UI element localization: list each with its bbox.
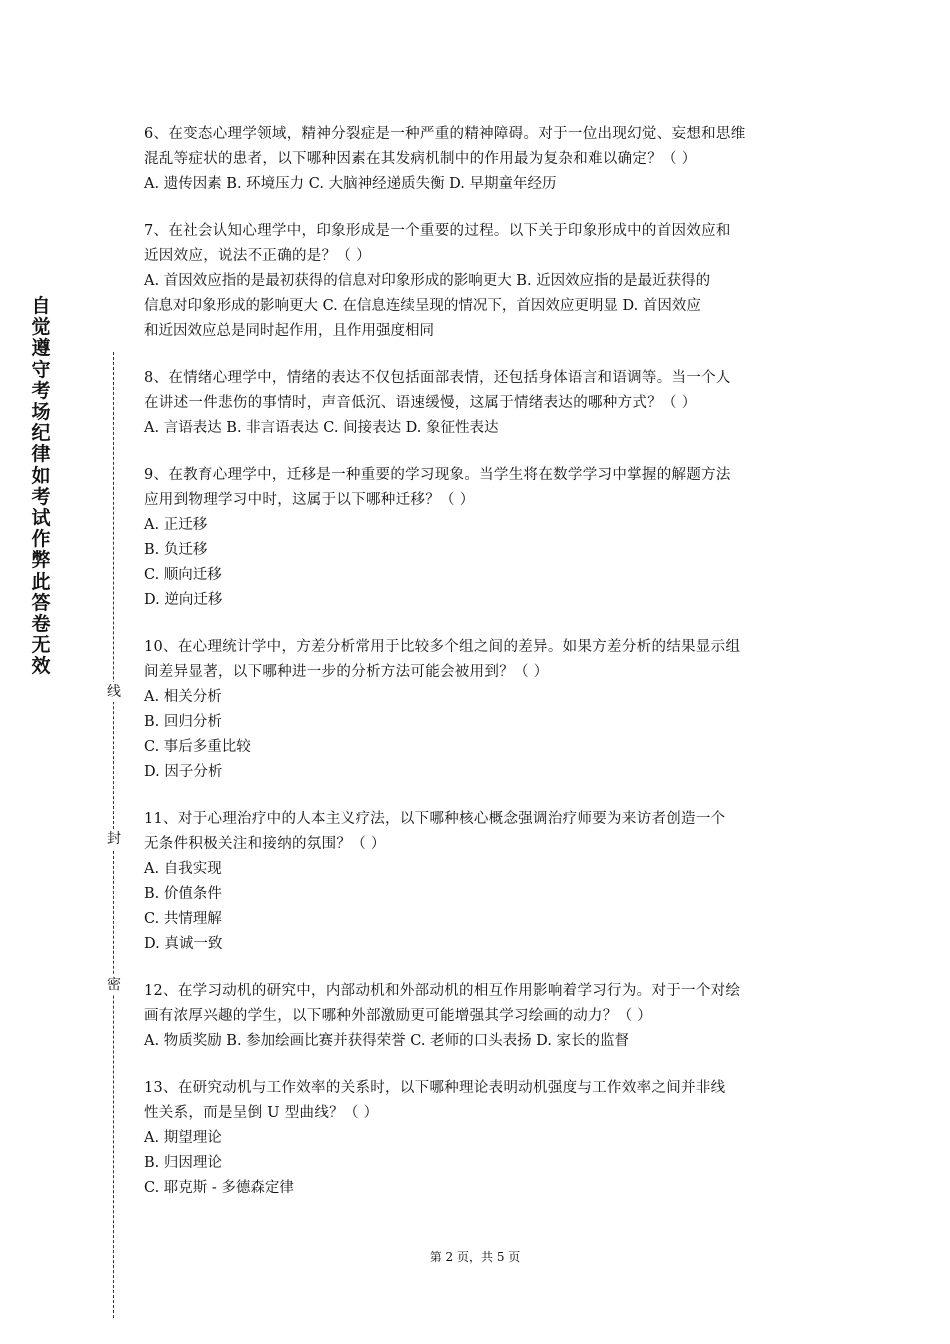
question-option-line: C. 事后多重比较: [144, 739, 251, 755]
binding-mark-line: 线: [104, 682, 124, 702]
question-stem-line: 混乱等症状的患者，以下哪种因素在其发病机制中的作用最为复杂和难以确定？（ ）: [144, 151, 697, 167]
question-option-line: 和近因效应总是同时起作用，且作用强度相同: [144, 323, 434, 339]
question-option-line: 信息对印象形成的影响更大 C. 在信息连续呈现的情况下，首因效应更明显 D. 首因效应: [144, 298, 701, 314]
question-stem-line: 应用到物理学习中时，这属于以下哪种迁移？（ ）: [144, 492, 475, 508]
question-stem-line: 性关系，而是呈倒 U 型曲线？（ ）: [144, 1105, 379, 1121]
question-option-line: A. 自我实现: [144, 861, 222, 877]
question-option-line: B. 归因理论: [144, 1155, 222, 1171]
question-option-line: D. 因子分析: [144, 764, 223, 780]
question-option-line: A. 期望理论: [144, 1130, 222, 1146]
question-stem-line: 13、在研究动机与工作效率的关系时，以下哪种理论表明动机强度与工作效率之间并非线: [144, 1080, 726, 1096]
question-option-line: C. 顺向迁移: [144, 567, 222, 583]
question-9: [144, 463, 814, 613]
question-10: [144, 635, 814, 785]
question-stem-line: 画有浓厚兴趣的学生，以下哪种外部激励更可能增强其学习绘画的动力？（ ）: [144, 1008, 653, 1024]
question-stem-line: 间差异显著，以下哪种进一步的分析方法可能会被用到？（ ）: [144, 664, 549, 680]
question-option-line: B. 回归分析: [144, 714, 222, 730]
question-option-line: A. 相关分析: [144, 689, 222, 705]
question-option-line: C. 共情理解: [144, 911, 222, 927]
question-stem-line: 12、在学习动机的研究中，内部动机和外部动机的相互作用影响着学习行为。对于一个对绘: [144, 983, 741, 999]
question-option-line: B. 负迁移: [144, 542, 208, 558]
page-number-footer: 第 2 页，共 5 页: [429, 1250, 521, 1264]
question-option-line: A. 正迁移: [144, 517, 208, 533]
question-option-line: A. 首因效应指的是最初获得的信息对印象形成的影响更大 B. 近因效应指的是最近获得的: [144, 273, 711, 289]
question-stem-line: 7、在社会认知心理学中，印象形成是一个重要的过程。以下关于印象形成中的首因效应和: [144, 223, 731, 239]
question-list: [144, 122, 814, 1223]
question-6: [144, 122, 814, 197]
question-stem-line: 无条件积极关注和接纳的氛围？（ ）: [144, 836, 386, 852]
question-option-line: B. 价值条件: [144, 886, 222, 902]
question-stem-line: 8、在情绪心理学中，情绪的表达不仅包括面部表情，还包括身体语言和语调等。当一个人: [144, 370, 731, 386]
question-12: [144, 979, 814, 1054]
question-option-line: A. 遗传因素 B. 环境压力 C. 大脑神经递质失衡 D. 早期童年经历: [144, 176, 557, 192]
question-7: [144, 219, 814, 344]
question-13: [144, 1076, 814, 1201]
binding-mark-seal: 封: [104, 829, 124, 849]
question-11: [144, 807, 814, 957]
question-8: [144, 366, 814, 441]
question-option-line: C. 耶克斯 - 多德森定律: [144, 1180, 294, 1196]
question-option-line: D. 逆向迁移: [144, 592, 223, 608]
question-option-line: D. 真诚一致: [144, 936, 223, 952]
binding-mark-secret: 密: [104, 975, 124, 995]
question-option-line: A. 言语表达 B. 非言语表达 C. 间接表达 D. 象征性表达: [144, 420, 499, 436]
question-stem-line: 6、在变态心理学领域，精神分裂症是一种严重的精神障碍。对于一位出现幻觉、妄想和思维: [144, 126, 746, 142]
question-stem-line: 在讲述一件悲伤的事情时，声音低沉、语速缓慢，这属于情绪表达的哪种方式？（ ）: [144, 395, 697, 411]
question-stem-line: 近因效应，说法不正确的是？（ ）: [144, 248, 371, 264]
question-stem-line: 11、对于心理治疗中的人本主义疗法，以下哪种核心概念强调治疗师要为来访者创造一个: [144, 811, 726, 827]
question-stem-line: 9、在教育心理学中，迁移是一种重要的学习现象。当学生将在数学学习中掌握的解题方法: [144, 467, 731, 483]
question-option-line: A. 物质奖励 B. 参加绘画比赛并获得荣誉 C. 老师的口头表扬 D. 家长的监督: [144, 1033, 630, 1049]
question-stem-line: 10、在心理统计学中，方差分析常用于比较多个组之间的差异。如果方差分析的结果显示组: [144, 639, 741, 655]
exam-discipline-notice: 自觉遵守考场纪律如考试作弊此答卷无效: [31, 295, 51, 678]
